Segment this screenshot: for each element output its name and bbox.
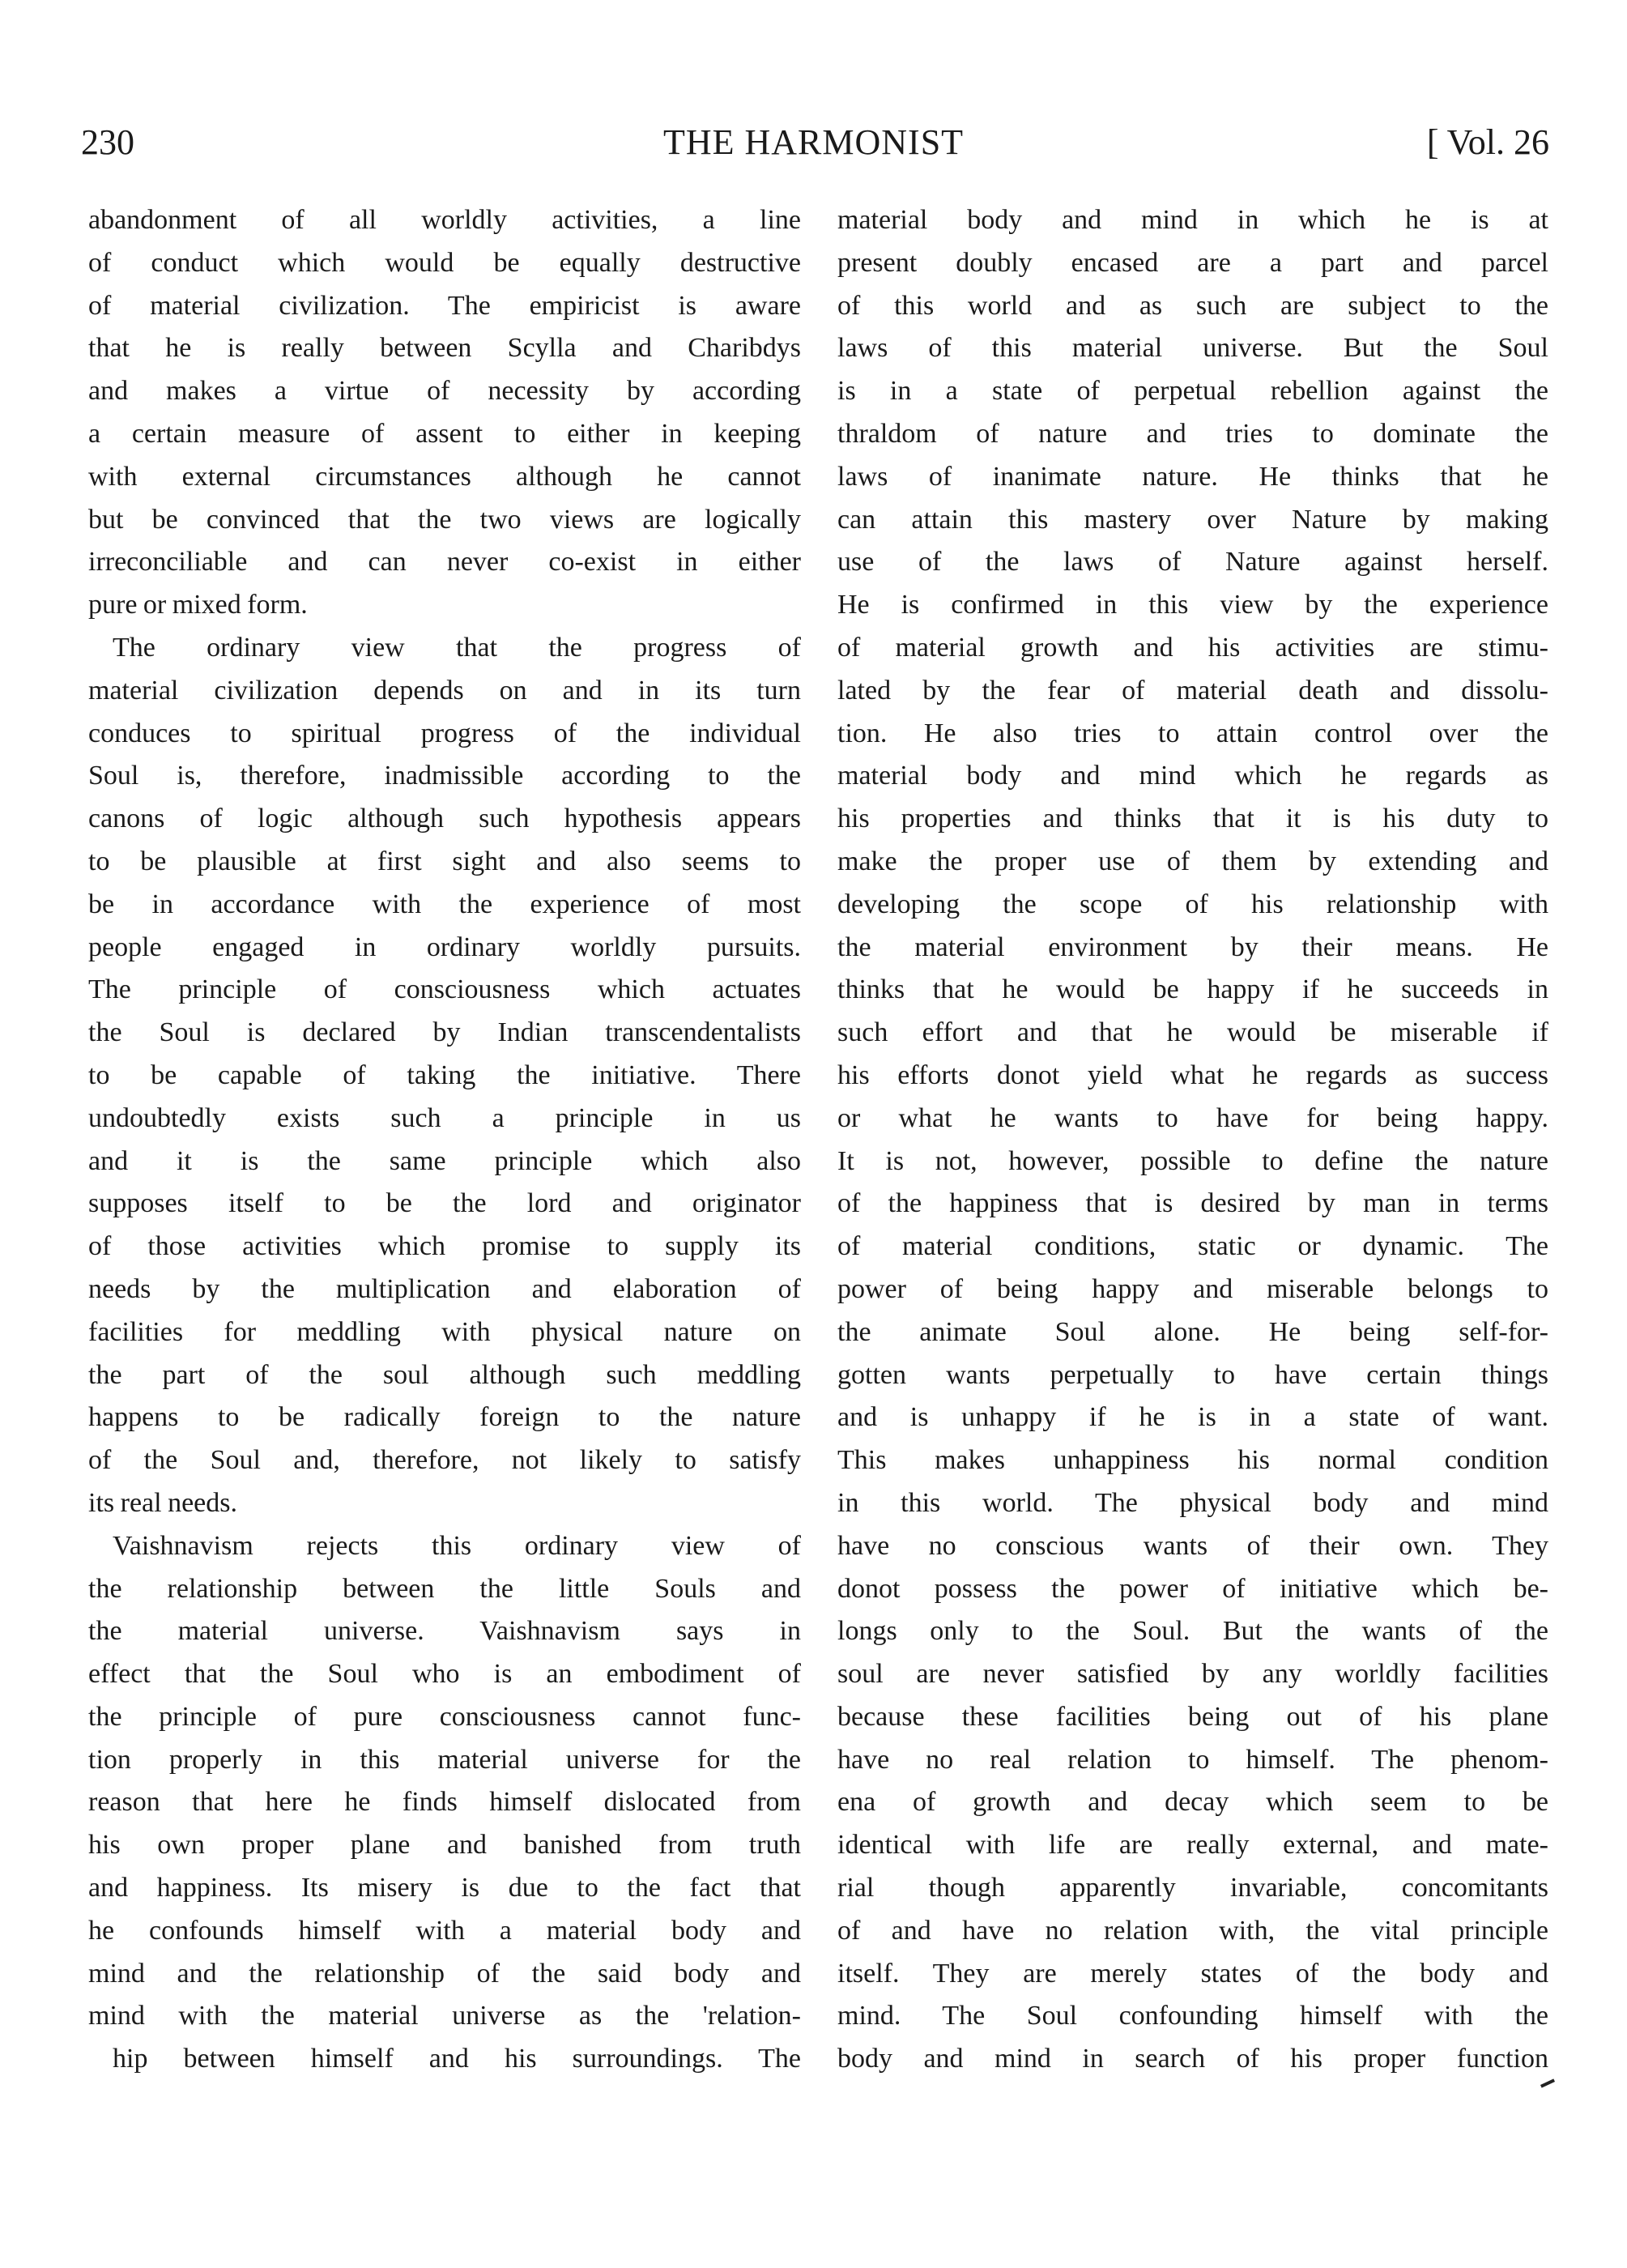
text-line: itself. They are merely states of the body and	[837, 1958, 1548, 1989]
text-line: tion. He also tries to attain control over the	[837, 718, 1548, 748]
text-line: a certain measure of assent to either in keeping	[88, 418, 801, 449]
text-line: and happiness. Its misery is due to the fact that	[88, 1873, 801, 1904]
text-line: thinks that he would be happy if he succeeds in	[837, 974, 1548, 1005]
text-line: hip between himself and his surroundings. The	[113, 2044, 801, 2074]
text-line: thraldom of nature and tries to dominate the	[837, 418, 1548, 449]
text-line: have no real relation to himself. The phenom-	[837, 1744, 1548, 1775]
text-line: He is confirmed in this view by the experience	[837, 590, 1548, 620]
text-line: of material civilization. The empiricist is aware	[88, 290, 801, 321]
text-line: and it is the same principle which also	[88, 1145, 801, 1176]
text-line: needs by the multiplication and elaboration of	[88, 1273, 801, 1304]
left-column	[88, 199, 801, 2081]
text-line: soul are never satisfied by any worldly facilities	[837, 1659, 1548, 1690]
text-line: body and mind in search of his proper function	[837, 2044, 1548, 2074]
text-line: to be capable of taking the initiative. There	[88, 1059, 801, 1090]
text-line: canons of logic although such hypothesis appears	[88, 804, 801, 834]
text-line: abandonment of all worldly activities, a line	[88, 205, 801, 235]
text-line: conduces to spiritual progress of the individual	[88, 718, 801, 748]
text-line: use of the laws of Nature against herself.	[837, 547, 1548, 578]
text-line: he confounds himself with a material body and	[88, 1915, 801, 1946]
text-line: of material conditions, static or dynamic. The	[837, 1231, 1548, 1262]
text-line: of material growth and his activities are stimu-	[837, 632, 1548, 663]
text-line: donot possess the power of initiative which be-	[837, 1573, 1548, 1604]
running-title: THE HARMONIST	[662, 122, 965, 162]
text-line: present doubly encased are a part and parcel	[837, 247, 1548, 278]
text-line: is in a state of perpetual rebellion against the	[837, 376, 1548, 407]
text-line: in this world. The physical body and mind	[837, 1487, 1548, 1518]
text-line: the material universe. Vaishnavism says in	[88, 1616, 801, 1647]
volume-label: [ Vol. 26	[1426, 122, 1549, 162]
text-line: developing the scope of his relationship with	[837, 889, 1548, 919]
text-line: mind. The Soul confounding himself with the	[837, 2001, 1548, 2031]
text-line: of and have no relation with, the vital principle	[837, 1915, 1548, 1946]
text-line: effect that the Soul who is an embodiment of	[88, 1659, 801, 1690]
text-line: its real needs.	[88, 1487, 237, 1518]
text-line: identical with life are really external, and mate-	[837, 1830, 1548, 1861]
text-line: his properties and thinks that it is his duty to	[837, 804, 1548, 834]
text-line: can attain this mastery over Nature by making	[837, 504, 1548, 535]
text-line: of the happiness that is desired by man in terms	[837, 1188, 1548, 1219]
text-line: the animate Soul alone. He being self-for-	[837, 1316, 1548, 1347]
text-line: mind with the material universe as the 'relation-	[88, 2001, 801, 2031]
text-line: lated by the fear of material death and dissolu-	[837, 675, 1548, 706]
text-line: such effort and that he would be miserable if	[837, 1017, 1548, 1048]
text-line: the principle of pure consciousness cannot func-	[88, 1701, 801, 1732]
text-line: pure or mixed form.	[88, 590, 308, 620]
text-line: gotten wants perpetually to have certain things	[837, 1359, 1548, 1390]
text-line: with external circumstances although he cannot	[88, 461, 801, 492]
text-line: and makes a virtue of necessity by according	[88, 376, 801, 407]
text-line: the part of the soul although such meddling	[88, 1359, 801, 1390]
text-line: irreconciliable and can never co-exist in either	[88, 547, 801, 578]
text-line: supposes itself to be the lord and originator	[88, 1188, 801, 1219]
text-line: material body and mind in which he is at	[837, 205, 1548, 235]
text-line: that he is really between Scylla and Charibdys	[88, 333, 801, 364]
text-line: and is unhappy if he is in a state of want.	[837, 1402, 1548, 1433]
text-line: people engaged in ordinary worldly pursuits.	[88, 932, 801, 962]
text-line: power of being happy and miserable belongs to	[837, 1273, 1548, 1304]
text-line: material body and mind which he regards as	[837, 761, 1548, 791]
text-line: laws of inanimate nature. He thinks that he	[837, 461, 1548, 492]
page-number: 230	[81, 122, 134, 162]
text-line: The ordinary view that the progress of	[113, 632, 801, 663]
text-line: laws of this material universe. But the Soul	[837, 333, 1548, 364]
text-line: of those activities which promise to supply its	[88, 1231, 801, 1262]
text-line: to be plausible at first sight and also seems to	[88, 846, 801, 876]
text-line: rial though apparently invariable, concomitants	[837, 1873, 1548, 1904]
text-line: This makes unhappiness his normal condition	[837, 1445, 1548, 1476]
text-line: Vaishnavism rejects this ordinary view of	[113, 1530, 801, 1561]
text-line: make the proper use of them by extending and	[837, 846, 1548, 876]
text-line: or what he wants to have for being happy.	[837, 1102, 1548, 1133]
text-line: It is not, however, possible to define the nature	[837, 1145, 1548, 1176]
text-line: his efforts donot yield what he regards as success	[837, 1059, 1548, 1090]
text-line: The principle of consciousness which actuates	[88, 974, 801, 1005]
text-line: of this world and as such are subject to the	[837, 290, 1548, 321]
text-line: ena of growth and decay which seem to be	[837, 1787, 1548, 1818]
text-line: his own proper plane and banished from truth	[88, 1830, 801, 1861]
text-line: the relationship between the little Souls and	[88, 1573, 801, 1604]
text-line: longs only to the Soul. But the wants of the	[837, 1616, 1548, 1647]
text-line: because these facilities being out of his plane	[837, 1701, 1548, 1732]
text-line: have no conscious wants of their own. They	[837, 1530, 1548, 1561]
text-line: of conduct which would be equally destructive	[88, 247, 801, 278]
text-line: the Soul is declared by Indian transcendentalists	[88, 1017, 801, 1048]
text-line: of the Soul and, therefore, not likely to satisfy	[88, 1445, 801, 1476]
text-line: undoubtedly exists such a principle in us	[88, 1102, 801, 1133]
text-line: happens to be radically foreign to the nature	[88, 1402, 801, 1433]
text-line: tion properly in this material universe for the	[88, 1744, 801, 1775]
text-line: but be convinced that the two views are logically	[88, 504, 801, 535]
text-line: facilities for meddling with physical nature on	[88, 1316, 801, 1347]
text-line: material civilization depends on and in its turn	[88, 675, 801, 706]
text-line: reason that here he finds himself dislocated from	[88, 1787, 801, 1818]
right-column	[837, 199, 1548, 2081]
text-line: be in accordance with the experience of most	[88, 889, 801, 919]
text-line: Soul is, therefore, inadmissible according to the	[88, 761, 801, 791]
text-line: the material environment by their means. He	[837, 932, 1548, 962]
text-line: mind and the relationship of the said body and	[88, 1958, 801, 1989]
